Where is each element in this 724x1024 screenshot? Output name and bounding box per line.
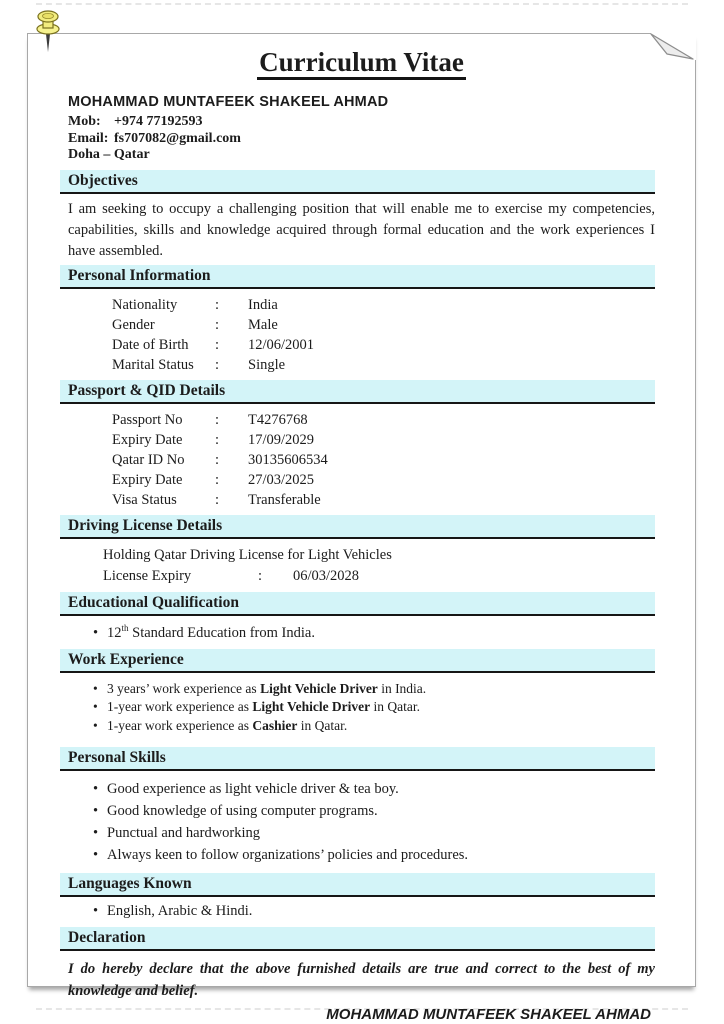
row-value: Transferable [248,491,321,508]
row-value: T4276768 [248,411,308,428]
row-value: 27/03/2025 [248,471,315,488]
pushpin-icon [32,8,64,64]
cv-content [28,34,695,1023]
row-label: Expiry Date [112,471,183,488]
bullet-icon: • [93,624,99,641]
row-separator: : [215,411,220,428]
info-row-gender [112,315,655,335]
row-separator: : [215,491,220,508]
bullet-icon: • [93,803,99,819]
contact-mobile [68,114,655,131]
bullet-icon: • [93,699,98,714]
row-separator: : [215,471,220,488]
section-header-personal-skills: Personal Skills [60,747,655,771]
row-value: 12/06/2001 [248,336,315,353]
bullet-icon: • [93,781,99,797]
section-header-objectives: Objectives [60,170,655,194]
mobile-value: +974 77192593 [114,114,203,129]
row-separator: : [258,567,263,584]
work-experience-item-text: 3 years’ work experience as Light Vehicle Driver in India. [107,680,427,696]
info-row-passport-expiry [112,430,655,450]
info-row-qatar-id [112,450,655,470]
personal-skill-text: Good experience as light vehicle driver & tea boy. [107,781,399,797]
section-header-declaration: Declaration [60,927,655,951]
personal-skill-item [93,822,655,844]
info-row-passport-no [112,410,655,430]
education-item [93,623,655,643]
section-header-personal-information: Personal Information [60,265,655,289]
work-experience-item [93,717,655,736]
info-row-marital-status [112,355,655,375]
row-value: Male [248,316,278,333]
row-value: 30135606534 [248,451,328,468]
row-label: Marital Status [112,356,194,373]
contact-email [68,131,655,148]
row-label: Nationality [112,296,178,313]
row-separator: : [215,451,220,468]
mobile-label: Mob: [68,114,101,129]
work-experience-item-text: 1-year work experience as Light Vehicle Driver in Qatar. [107,699,421,714]
bullet-icon: • [93,680,98,696]
info-row-date-of-birth [112,335,655,355]
personal-skills-bullets [68,771,655,872]
signature-name: MOHAMMAD MUNTAFEEK SHAKEEL AHMAD [326,1006,651,1023]
work-experience-item [93,680,655,699]
row-label: Visa Status [112,491,177,508]
row-separator: : [215,336,220,353]
row-separator: : [215,316,220,333]
language-item-text: English, Arabic & Hindi. [107,903,253,919]
cv-page [27,33,696,1023]
row-label: License Expiry [103,567,192,584]
row-value: Single [248,356,286,373]
languages-bullets [68,897,655,925]
bullet-icon: • [93,717,98,733]
bullet-icon: • [93,825,99,841]
row-value: 06/03/2028 [293,567,360,584]
row-separator: : [215,356,220,373]
driving-license-rows [68,539,655,592]
passport-qid-rows [68,404,655,515]
personal-skill-item [93,844,655,866]
personal-skill-item [93,778,655,800]
row-value: 17/09/2029 [248,431,315,448]
personal-information-rows [68,289,655,380]
objectives-paragraph: I am seeking to occupy a challenging position that will enable me to exercise my competencies, capabilities, skills and knowledge acquired through formal education and the work experiences I have assembled. [68,200,655,259]
info-row-qid-expiry [112,470,655,490]
personal-skill-text: Punctual and hardworking [107,825,261,841]
work-experience-item [93,698,655,717]
contact-location: Doha – Qatar [68,147,150,162]
section-header-languages: Languages Known [60,873,655,897]
info-row-license-expiry [103,566,655,587]
row-label: Passport No [112,411,183,428]
declaration-text: I do hereby declare that the above furnished details are true and correct to the best of my knowledge and belief. [68,961,655,999]
driving-license-statement: Holding Qatar Driving License for Light Vehicles [103,546,392,563]
info-row-visa-status [112,490,655,510]
personal-skill-text: Good knowledge of using computer programs. [107,803,378,819]
row-label: Qatar ID No [112,451,185,468]
row-label: Date of Birth [112,336,189,353]
personal-skill-item [93,800,655,822]
section-header-passport-qid: Passport & QID Details [60,380,655,404]
section-header-education: Educational Qualification [60,592,655,616]
candidate-name: MOHAMMAD MUNTAFEEK SHAKEEL AHMAD [68,94,389,110]
row-label: Gender [112,316,155,333]
personal-skill-text: Always keen to follow organizations’ policies and procedures. [107,847,469,863]
email-label: Email: [68,130,109,146]
page-title: Curriculum Vitae [257,48,466,80]
work-experience-bullets [68,673,655,742]
work-experience-item-text: 1-year work experience as Cashier in Qatar. [107,717,348,733]
folded-corner-icon [648,33,696,63]
section-header-work-experience: Work Experience [60,649,655,673]
bullet-icon: • [93,847,99,863]
section-header-driving-license: Driving License Details [60,515,655,539]
background-dash-top [36,3,688,5]
education-bullets [68,616,655,649]
row-separator: : [215,431,220,448]
email-value: fs707082@gmail.com [114,130,241,146]
row-separator: : [215,296,220,313]
row-label: Expiry Date [112,431,183,448]
language-item [93,901,655,921]
education-item-text: 12th Standard Education from India. [107,622,315,641]
title-container [68,48,655,80]
row-value: India [248,296,278,313]
bullet-icon: • [93,903,99,919]
info-row-nationality [112,295,655,315]
